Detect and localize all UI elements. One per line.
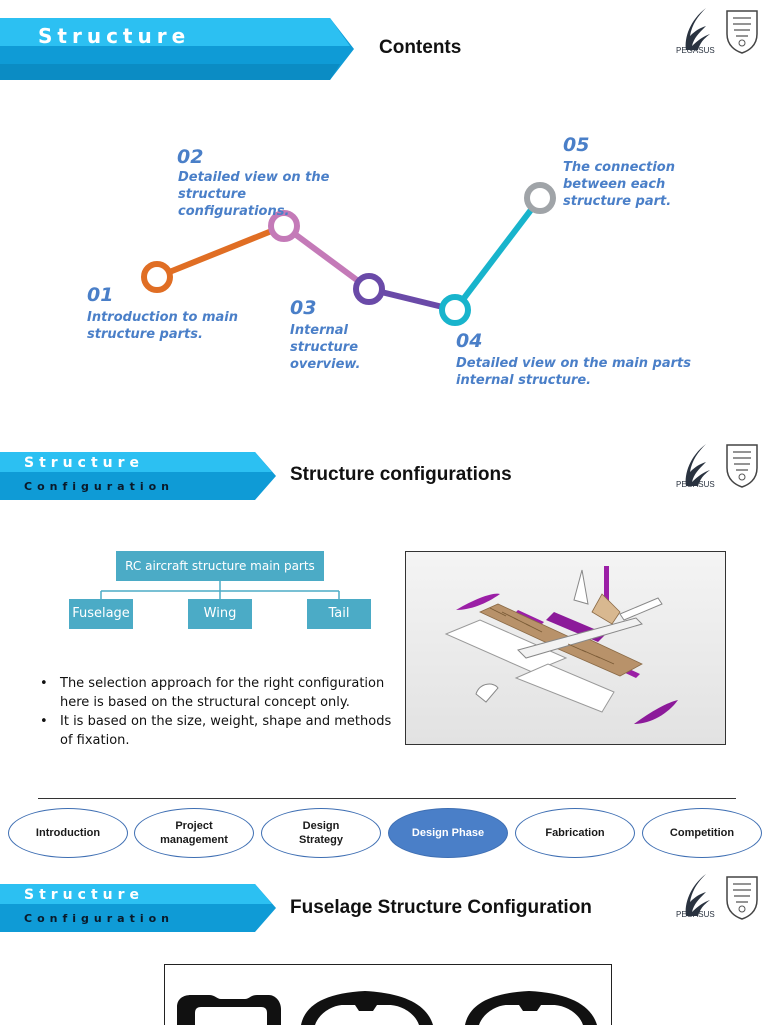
nav-label: Design Phase bbox=[411, 827, 485, 839]
tree-root-box: RC aircraft structure main parts bbox=[116, 551, 324, 581]
step-05-desc: The connection between each structure part. bbox=[563, 160, 675, 209]
page-title: Structure configurations bbox=[290, 464, 512, 485]
page-title: Contents bbox=[379, 37, 462, 58]
university-crest-icon bbox=[724, 442, 760, 488]
step-02-number: 02 bbox=[177, 146, 204, 168]
step-01-desc: Introduction to main structure parts. bbox=[87, 310, 238, 342]
fuselage-cross-section-image bbox=[164, 964, 612, 1025]
pegasus-logo bbox=[672, 872, 722, 926]
bullet-item: • It is based on the size, weight, shape and methods of fixation. bbox=[38, 712, 398, 750]
timeline-node-4 bbox=[442, 297, 468, 323]
bullet-list bbox=[38, 674, 398, 750]
pegasus-logo-text: PEGASUS bbox=[676, 910, 715, 919]
step-05-number: 05 bbox=[563, 134, 590, 156]
tree-child-fuselage: Fuselage bbox=[69, 599, 133, 629]
slide-structure-configurations bbox=[0, 440, 768, 790]
nav-label: Competition bbox=[669, 827, 735, 839]
pegasus-logo-text: PEGASUS bbox=[676, 480, 715, 489]
aircraft-structure-image bbox=[405, 551, 726, 745]
bullet-item: • The selection approach for the right configuration here is based on the structural concept only. bbox=[38, 674, 398, 712]
timeline-node-1 bbox=[144, 264, 170, 290]
cross-section-drawing bbox=[165, 965, 611, 1025]
nav-label: Fabrication bbox=[545, 827, 605, 839]
nav-label: Introduction bbox=[35, 827, 101, 839]
timeline-segment-1 bbox=[157, 226, 284, 277]
banner-label: Structure bbox=[24, 887, 145, 903]
aircraft-render bbox=[406, 552, 725, 744]
tree-child-tail: Tail bbox=[307, 599, 371, 629]
timeline-node-5 bbox=[527, 185, 553, 211]
timeline-segment-4 bbox=[455, 198, 540, 310]
nav-design-strategy[interactable] bbox=[261, 808, 381, 858]
nav-design-phase[interactable] bbox=[388, 808, 508, 858]
step-01-number: 01 bbox=[87, 284, 114, 306]
step-04-desc: Detailed view on the main parts internal structure. bbox=[456, 356, 691, 388]
pegasus-logo bbox=[672, 442, 722, 496]
nav-competition[interactable] bbox=[642, 808, 762, 858]
banner-label: Structure bbox=[24, 455, 145, 471]
banner-label: Structure bbox=[38, 24, 191, 48]
divider-line bbox=[38, 798, 736, 799]
banner-sublabel: Configuration bbox=[24, 480, 174, 493]
step-02-desc: Detailed view on the structure configurations. bbox=[178, 170, 330, 219]
timeline-node-3 bbox=[356, 276, 382, 302]
slide-contents bbox=[0, 0, 768, 440]
nav-fabrication[interactable] bbox=[515, 808, 635, 858]
step-03-number: 03 bbox=[290, 297, 317, 319]
university-crest-icon bbox=[724, 874, 760, 920]
nav-project-management[interactable] bbox=[134, 808, 254, 858]
nav-label: Project management bbox=[160, 820, 228, 846]
banner-sublabel: Configuration bbox=[24, 912, 174, 925]
nav-introduction[interactable] bbox=[8, 808, 128, 858]
nav-label: Design Strategy bbox=[298, 820, 344, 846]
tree-child-wing: Wing bbox=[188, 599, 252, 629]
slide-fuselage-configuration bbox=[0, 870, 768, 1024]
step-04-number: 04 bbox=[456, 330, 483, 352]
step-03-desc: Internal structure overview. bbox=[290, 323, 361, 372]
page-title: Fuselage Structure Configuration bbox=[290, 897, 592, 918]
pegasus-logo-text: PEGASUS bbox=[676, 46, 715, 55]
